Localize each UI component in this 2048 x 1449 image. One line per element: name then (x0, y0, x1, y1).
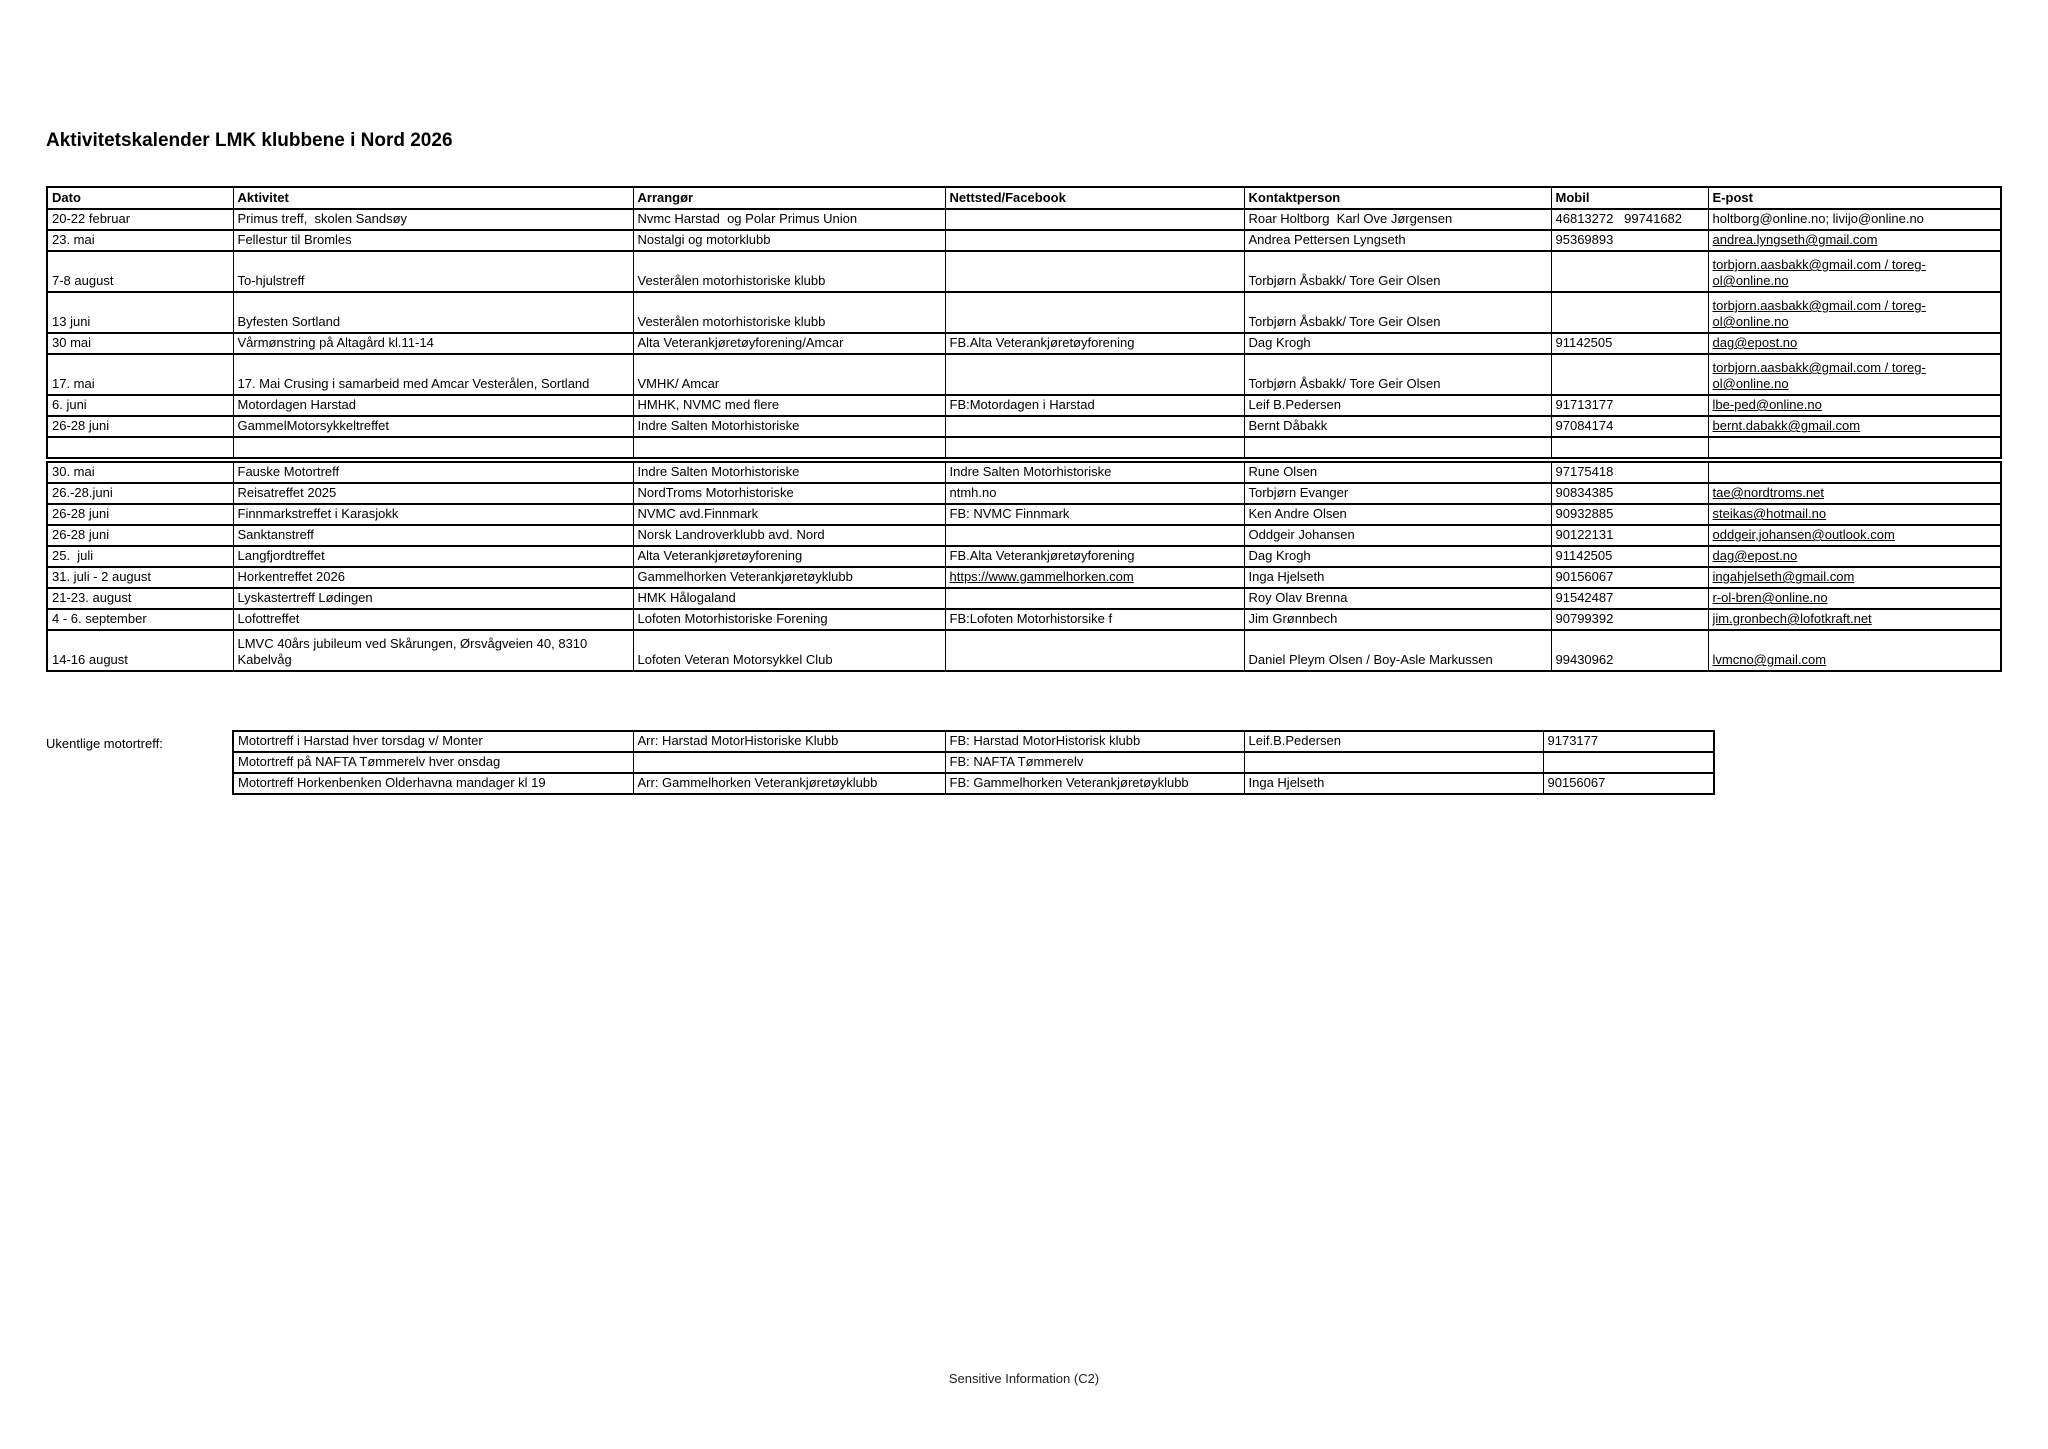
email-link[interactable]: lbe-ped@online.no (1712, 397, 1822, 412)
table-row (233, 773, 1714, 794)
email-link[interactable]: ingahjelseth@gmail.com (1712, 569, 1855, 584)
cell-dato: 30. mai (47, 462, 233, 483)
cell-arrangor: Indre Salten Motorhistoriske (633, 416, 945, 437)
cell-epost (1708, 292, 2001, 333)
cell-dato: 14-16 august (47, 630, 233, 671)
cell-nettsted (945, 567, 1244, 588)
cell-nettsted: FB: Harstad MotorHistorisk klubb (945, 731, 1244, 752)
cell-dato: 6. juni (47, 395, 233, 416)
header-row (47, 187, 2001, 209)
cell-kontakt: Torbjørn Åsbakk/ Tore Geir Olsen (1244, 251, 1551, 292)
table-row (47, 292, 2001, 333)
cell-arrangor: Gammelhorken Veterankjøretøyklubb (633, 567, 945, 588)
cell-epost (1708, 525, 2001, 546)
cell-kontakt: Ken Andre Olsen (1244, 504, 1551, 525)
cell-arrangor: HMK Hålogaland (633, 588, 945, 609)
table-row (233, 731, 1714, 752)
cell-dato: 20-22 februar (47, 209, 233, 230)
cell-kontakt (1244, 752, 1543, 773)
cell-epost (1708, 630, 2001, 671)
email-link[interactable]: tae@nordtroms.net (1712, 485, 1824, 500)
cell-aktivitet: Langfjordtreffet (233, 546, 633, 567)
email-link[interactable]: steikas@hotmail.no (1712, 506, 1827, 521)
cell-kontakt: Inga Hjelseth (1244, 567, 1551, 588)
cell-aktivitet: GammelMotorsykkeltreffet (233, 416, 633, 437)
col-header-kontaktperson: Kontaktperson (1244, 187, 1551, 209)
website-link[interactable]: https://www.gammelhorken.com (949, 569, 1134, 584)
email-link[interactable]: bernt.dabakk@gmail.com (1712, 418, 1861, 433)
cell-arrangor: Vesterålen motorhistoriske klubb (633, 251, 945, 292)
footer-classification: Sensitive Information (C2) (948, 1371, 1100, 1386)
cell-arrangor: HMHK, NVMC med flere (633, 395, 945, 416)
cell-kontakt: Leif B.Pedersen (1244, 395, 1551, 416)
cell-kontakt: Dag Krogh (1244, 333, 1551, 354)
table-row (47, 416, 2001, 437)
email-link[interactable]: r-ol-bren@online.no (1712, 590, 1828, 605)
cell-kontakt: Dag Krogh (1244, 546, 1551, 567)
email-link[interactable]: dag@epost.no (1712, 548, 1798, 563)
table-row (47, 354, 2001, 395)
email-link[interactable]: torbjorn.aasbakk@gmail.com / toreg-ol@online.no (1712, 298, 1926, 329)
cell-epost (1708, 483, 2001, 504)
email-link[interactable]: lvmcno@gmail.com (1712, 652, 1827, 667)
cell-mobil: 91142505 (1551, 546, 1708, 567)
cell-mobil: 9173177 (1543, 731, 1714, 752)
cell-kontakt: Daniel Pleym Olsen / Boy-Asle Markussen (1244, 630, 1551, 671)
cell-aktivitet: Byfesten Sortland (233, 292, 633, 333)
col-header-dato: Dato (47, 187, 233, 209)
cell-arrangor: Nostalgi og motorklubb (633, 230, 945, 251)
table-row (47, 609, 2001, 630)
table-row (47, 209, 2001, 230)
cell-dato: 4 - 6. september (47, 609, 233, 630)
cell-mobil (1543, 752, 1714, 773)
cell-aktivitet: Motortreff Horkenbenken Olderhavna mandager kl 19 (233, 773, 633, 794)
cell-dato: 26-28 juni (47, 525, 233, 546)
cell-arrangor (633, 752, 945, 773)
table-row (47, 546, 2001, 567)
table-row (47, 588, 2001, 609)
cell-aktivitet: Sanktanstreff (233, 525, 633, 546)
cell-nettsted (945, 588, 1244, 609)
cell-epost (1708, 354, 2001, 395)
cell-aktivitet: Fellestur til Bromles (233, 230, 633, 251)
page-title: Aktivitetskalender LMK klubbene i Nord 2026 (46, 130, 453, 151)
cell-mobil: 95369893 (1551, 230, 1708, 251)
cell-kontakt: Roar Holtborg Karl Ove Jørgensen (1244, 209, 1551, 230)
cell-arrangor: Alta Veterankjøretøyforening/Amcar (633, 333, 945, 354)
col-header-epost: E-post (1708, 187, 2001, 209)
cell-kontakt: Torbjørn Åsbakk/ Tore Geir Olsen (1244, 354, 1551, 395)
col-header-arrangor: Arrangør (633, 187, 945, 209)
cell-arrangor: Alta Veterankjøretøyforening (633, 546, 945, 567)
cell-arrangor: Arr: Harstad MotorHistoriske Klubb (633, 731, 945, 752)
cell-dato: 31. juli - 2 august (47, 567, 233, 588)
cell-mobil: 91713177 (1551, 395, 1708, 416)
cell-epost (1708, 437, 2001, 458)
cell-mobil (1551, 251, 1708, 292)
cell-aktivitet: 17. Mai Crusing i samarbeid med Amcar Vesterålen, Sortland (233, 354, 633, 395)
email-link[interactable]: andrea.lyngseth@gmail.com (1712, 232, 1878, 247)
cell-aktivitet: Fauske Motortreff (233, 462, 633, 483)
cell-arrangor: Indre Salten Motorhistoriske (633, 462, 945, 483)
cell-mobil: 90932885 (1551, 504, 1708, 525)
cell-arrangor: NordTroms Motorhistoriske (633, 483, 945, 504)
cell-epost: holtborg@online.no; livijo@online.no (1708, 209, 2001, 230)
cell-nettsted: FB: NAFTA Tømmerelv (945, 752, 1244, 773)
cell-mobil: 90156067 (1551, 567, 1708, 588)
cell-mobil: 91142505 (1551, 333, 1708, 354)
cell-dato: 7-8 august (47, 251, 233, 292)
cell-nettsted: FB.Alta Veterankjøretøyforening (945, 333, 1244, 354)
cell-nettsted (945, 437, 1244, 458)
cell-arrangor: Vesterålen motorhistoriske klubb (633, 292, 945, 333)
cell-aktivitet: Primus treff, skolen Sandsøy (233, 209, 633, 230)
cell-mobil: 97084174 (1551, 416, 1708, 437)
cell-nettsted (945, 354, 1244, 395)
cell-epost (1708, 609, 2001, 630)
cell-epost (1708, 588, 2001, 609)
cell-nettsted (945, 230, 1244, 251)
cell-mobil (1551, 437, 1708, 458)
table-row (47, 251, 2001, 292)
cell-arrangor: Arr: Gammelhorken Veterankjøretøyklubb (633, 773, 945, 794)
cell-mobil: 91542487 (1551, 588, 1708, 609)
email-link[interactable]: oddgeir,johansen@outlook.com (1712, 527, 1895, 542)
cell-aktivitet: Horkentreffet 2026 (233, 567, 633, 588)
activity-table-lower (46, 461, 2002, 672)
cell-arrangor: VMHK/ Amcar (633, 354, 945, 395)
table-row (47, 525, 2001, 546)
cell-nettsted (945, 416, 1244, 437)
cell-aktivitet: Vårmønstring på Altagård kl.11-14 (233, 333, 633, 354)
cell-aktivitet: Lofottreffet (233, 609, 633, 630)
table-row (233, 752, 1714, 773)
table-row (47, 230, 2001, 251)
cell-nettsted: FB.Alta Veterankjøretøyforening (945, 546, 1244, 567)
cell-kontakt: Rune Olsen (1244, 462, 1551, 483)
cell-dato: 26-28 juni (47, 416, 233, 437)
cell-nettsted: FB:Lofoten Motorhistorsike f (945, 609, 1244, 630)
cell-nettsted (945, 292, 1244, 333)
cell-epost (1708, 546, 2001, 567)
cell-kontakt (1244, 437, 1551, 458)
cell-aktivitet: Finnmarkstreffet i Karasjokk (233, 504, 633, 525)
cell-dato: 17. mai (47, 354, 233, 395)
cell-mobil: 99430962 (1551, 630, 1708, 671)
cell-dato: 26.-28.juni (47, 483, 233, 504)
col-header-nettsted: Nettsted/Facebook (945, 187, 1244, 209)
cell-nettsted (945, 209, 1244, 230)
email-link[interactable]: jim.gronbech@lofotkraft.net (1712, 611, 1872, 626)
cell-dato: 13 juni (47, 292, 233, 333)
email-link[interactable]: dag@epost.no (1712, 335, 1798, 350)
cell-epost (1708, 416, 2001, 437)
cell-dato: 23. mai (47, 230, 233, 251)
cell-aktivitet: To-hjulstreff (233, 251, 633, 292)
table-row (47, 333, 2001, 354)
cell-epost (1708, 251, 2001, 292)
table-row (47, 567, 2001, 588)
cell-arrangor: NVMC avd.Finnmark (633, 504, 945, 525)
cell-epost (1708, 230, 2001, 251)
cell-aktivitet: Motortreff i Harstad hver torsdag v/ Monter (233, 731, 633, 752)
col-header-aktivitet: Aktivitet (233, 187, 633, 209)
cell-kontakt: Jim Grønnbech (1244, 609, 1551, 630)
col-header-mobil: Mobil (1551, 187, 1708, 209)
cell-aktivitet: Motortreff på NAFTA Tømmerelv hver onsdag (233, 752, 633, 773)
cell-dato (47, 437, 233, 458)
table-row (47, 395, 2001, 416)
cell-nettsted: ntmh.no (945, 483, 1244, 504)
cell-epost (1708, 504, 2001, 525)
cell-kontakt: Andrea Pettersen Lyngseth (1244, 230, 1551, 251)
cell-dato: 26-28 juni (47, 504, 233, 525)
cell-mobil (1551, 292, 1708, 333)
cell-dato: 21-23. august (47, 588, 233, 609)
cell-nettsted: Indre Salten Motorhistoriske (945, 462, 1244, 483)
cell-kontakt: Oddgeir Johansen (1244, 525, 1551, 546)
cell-aktivitet: LMVC 40års jubileum ved Skårungen, Ørsvågveien 40, 8310 Kabelvåg (233, 630, 633, 671)
cell-mobil: 97175418 (1551, 462, 1708, 483)
cell-epost (1708, 567, 2001, 588)
email-link[interactable]: torbjorn.aasbakk@gmail.com / toreg-ol@online.no (1712, 360, 1926, 391)
cell-nettsted: FB: NVMC Finnmark (945, 504, 1244, 525)
table-row (47, 504, 2001, 525)
cell-mobil: 90122131 (1551, 525, 1708, 546)
cell-arrangor: Nvmc Harstad og Polar Primus Union (633, 209, 945, 230)
cell-aktivitet (233, 437, 633, 458)
cell-kontakt: Torbjørn Åsbakk/ Tore Geir Olsen (1244, 292, 1551, 333)
cell-nettsted (945, 251, 1244, 292)
cell-kontakt: Torbjørn Evanger (1244, 483, 1551, 504)
table-row (47, 437, 2001, 458)
cell-kontakt: Leif.B.Pedersen (1244, 731, 1543, 752)
activity-table-upper (46, 186, 2002, 459)
cell-arrangor: Lofoten Motorhistoriske Forening (633, 609, 945, 630)
cell-dato: 30 mai (47, 333, 233, 354)
cell-nettsted (945, 630, 1244, 671)
email-link[interactable]: torbjorn.aasbakk@gmail.com / toreg-ol@online.no (1712, 257, 1926, 288)
cell-dato: 25. juli (47, 546, 233, 567)
cell-arrangor (633, 437, 945, 458)
cell-kontakt: Bernt Dåbakk (1244, 416, 1551, 437)
cell-epost (1708, 333, 2001, 354)
cell-nettsted: FB: Gammelhorken Veterankjøretøyklubb (945, 773, 1244, 794)
cell-kontakt: Inga Hjelseth (1244, 773, 1543, 794)
cell-epost (1708, 462, 2001, 483)
cell-aktivitet: Motordagen Harstad (233, 395, 633, 416)
weekly-meetings-table (232, 730, 1715, 795)
cell-epost (1708, 395, 2001, 416)
cell-aktivitet: Lyskastertreff Lødingen (233, 588, 633, 609)
cell-nettsted: FB:Motordagen i Harstad (945, 395, 1244, 416)
table-row (47, 483, 2001, 504)
cell-aktivitet: Reisatreffet 2025 (233, 483, 633, 504)
cell-kontakt: Roy Olav Brenna (1244, 588, 1551, 609)
cell-arrangor: Lofoten Veteran Motorsykkel Club (633, 630, 945, 671)
cell-nettsted (945, 525, 1244, 546)
cell-arrangor: Norsk Landroverklubb avd. Nord (633, 525, 945, 546)
table-row (47, 462, 2001, 483)
cell-mobil: 46813272 99741682 (1551, 209, 1708, 230)
cell-mobil (1551, 354, 1708, 395)
cell-mobil: 90834385 (1551, 483, 1708, 504)
table-row (47, 630, 2001, 671)
cell-mobil: 90156067 (1543, 773, 1714, 794)
cell-mobil: 90799392 (1551, 609, 1708, 630)
weekly-section-label: Ukentlige motortreff: (46, 736, 163, 751)
